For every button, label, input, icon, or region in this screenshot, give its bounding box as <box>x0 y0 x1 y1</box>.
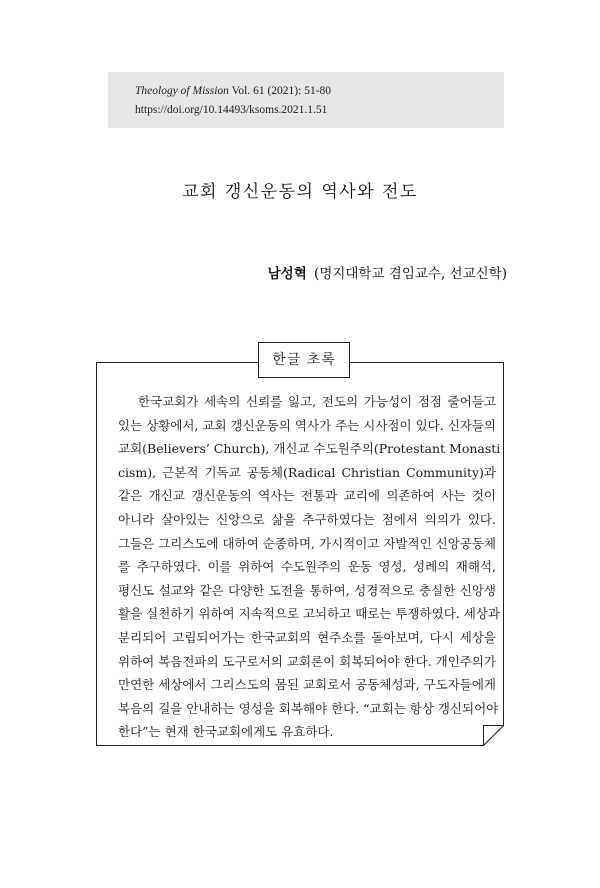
citation-header <box>108 72 504 128</box>
author-affiliation: (명지대학교 겸임교수, 선교신학) <box>314 266 507 282</box>
abstract-line: 만연한 세상에서 그리스도의 몸된 교회로서 공동체성과, 구도자들에게 <box>118 677 496 693</box>
citation-line <box>135 82 504 101</box>
abstract-line: 교회(Believers’ Church), 개신교 수도원주의(Protestant Monasti <box>118 441 501 457</box>
doi-link[interactable]: https://doi.org/10.14493/ksoms.2021.1.51 <box>135 104 328 116</box>
abstract-line: 활을 실천하기 위하여 지속적으로 고뇌하고 때로는 투쟁하였다. 세상과 <box>118 606 500 622</box>
author-line <box>268 262 507 282</box>
abstract-box <box>96 352 504 746</box>
abstract-line: 를 추구하였다. 이를 위하여 수도원주의 운동 영성, 성례의 재해석, <box>118 559 496 575</box>
abstract-text <box>118 390 501 744</box>
abstract-line: 평신도 설교와 같은 다양한 도전을 통하여, 성경적으로 충실한 신앙생 <box>118 582 496 598</box>
author-name: 남성혁 <box>267 266 307 282</box>
abstract-line: 아니라 살아있는 신앙으로 삶을 추구하였다는 점에서 의의가 있다. <box>118 511 496 527</box>
volume-pages: Vol. 61 (2021): 51-80 <box>228 85 332 97</box>
abstract-line: 한다”는 현재 한국교회에게도 유효하다. <box>118 724 334 740</box>
abstract-line: 한국교회가 세속의 신뢰를 잃고, 전도의 가능성이 점점 줄어들고 <box>138 394 496 409</box>
abstract-line: 같은 개신교 갱신운동의 역사는 전통과 교리에 의존하여 사는 것이 <box>118 488 496 504</box>
abstract-line: 그들은 그리스도에 대하여 순종하며, 가시적이고 자발적인 신앙공동체 <box>118 535 496 551</box>
journal-name: Theology of Mission <box>135 85 229 97</box>
abstract-line: cism), 근본적 기독교 공동체(Radical Christian Community)과 <box>118 464 496 480</box>
abstract-line: 위하여 복음전파의 도구로서의 교회론이 회복되어야 한다. 개인주의가 <box>118 653 496 669</box>
page-title: 교회 갱신운동의 역사와 전도 <box>182 182 418 202</box>
abstract-line: 분리되어 고립되어가는 한국교회의 현주소를 돌아보며, 다시 세상을 <box>118 629 496 645</box>
abstract-line: 복음의 길을 안내하는 영성을 회복해야 한다. “교회는 항상 갱신되어야 <box>118 700 499 716</box>
abstract-line: 있는 상황에서, 교회 갱신운동의 역사가 주는 시사점이 있다. 신자들의 <box>118 417 496 433</box>
abstract-label: 한글 초록 <box>258 342 350 378</box>
